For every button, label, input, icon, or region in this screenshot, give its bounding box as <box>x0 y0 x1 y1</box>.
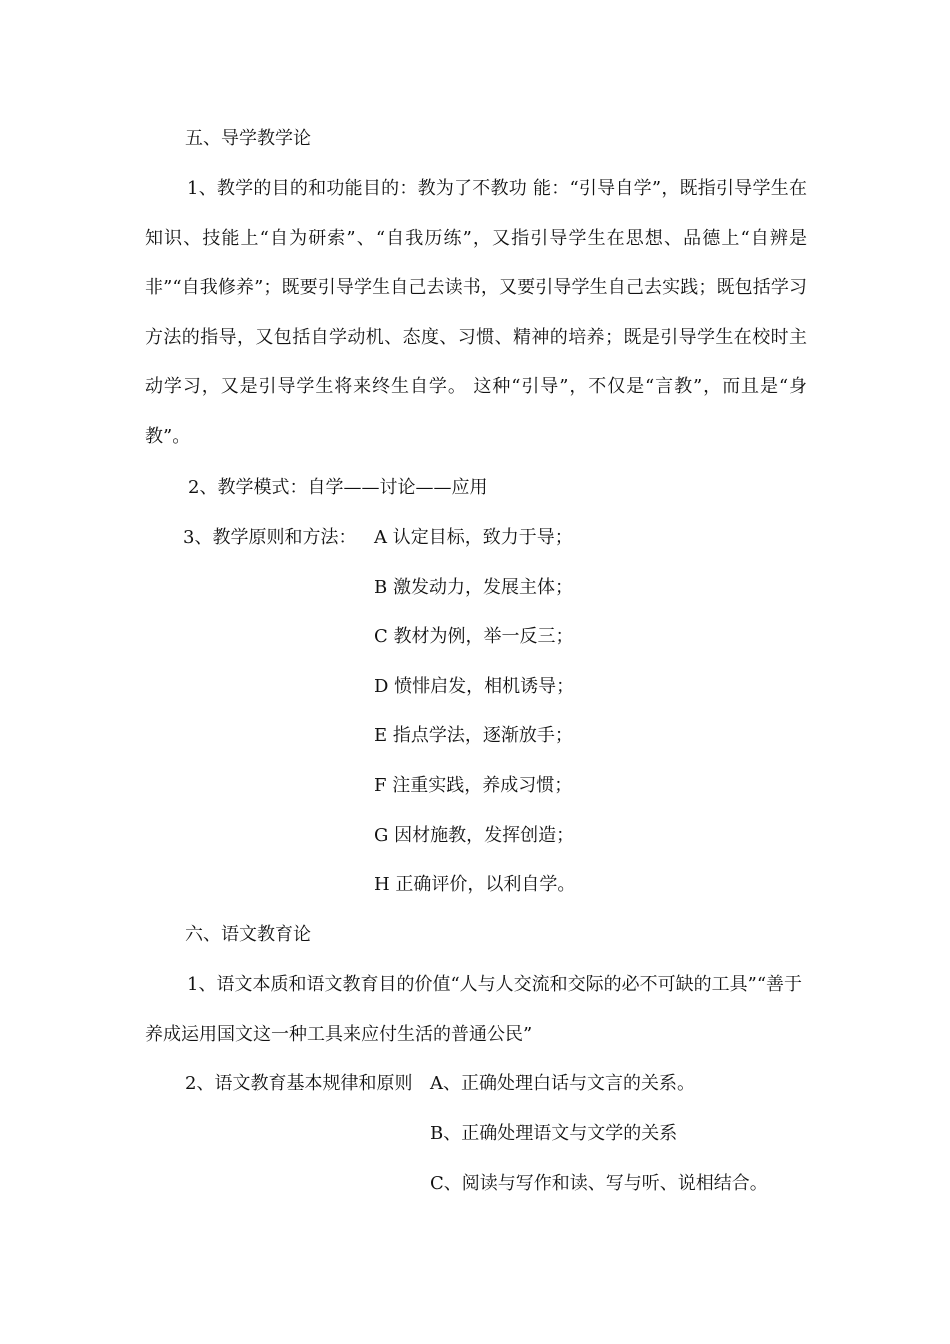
principle-h: H 正确评价，以利自学。 <box>374 874 576 895</box>
section-5-heading: 五、导学教学论 <box>185 128 311 149</box>
section-6-item-1-paragraph: 1、语文本质和语文教育目的价值“人与人交流和交际的必不可缺的工具”“善于养成运用国文这一种工具来应付生活的普通公民” <box>145 974 803 1045</box>
rule-c: C、阅读与写作和读、写与听、说相结合。 <box>430 1173 768 1194</box>
principle-f: F 注重实践，养成习惯； <box>374 775 573 796</box>
principle-b: B 激发动力，发展主体； <box>374 577 573 598</box>
rule-b: B、正确处理语文与文学的关系 <box>430 1123 678 1144</box>
section-6-heading: 六、语文教育论 <box>185 924 311 945</box>
section-5-item-3-label: 3、教学原则和方法： <box>183 527 357 548</box>
section-6-item-2-label: 2、语文教育基本规律和原则 <box>185 1073 413 1094</box>
principle-d: D 愤悱启发，相机诱导； <box>374 676 575 697</box>
principle-c: C 教材为例，举一反三； <box>374 626 574 647</box>
principle-g: G 因材施教，发挥创造； <box>374 825 575 846</box>
section-5-item-2: 2、教学模式：自学——讨论——应用 <box>188 477 488 498</box>
principle-a: A 认定目标，致力于导； <box>374 527 573 548</box>
section-5-item-1-paragraph: 1、教学的目的和功能目的：教为了不教功 能：“引导自学”，既指引导学生在知识、技能上“自为研索”、“自我历练”，又指引导学生在思想、品德上“自辨是非”“自我修养”；既要引导学生自己去读书，又要引导学生自己去实践；既包括学习方法的指导，又包括自学动机、态度、习惯、精神的培养；既是引导学生在校时主动学习，又是引导学生将来终生自学。 这种“引导”，不仅是“言教”，而且是“身教”。 <box>145 178 807 447</box>
rule-a: A、正确处理白话与文言的关系。 <box>430 1073 695 1094</box>
principle-e: E 指点学法，逐渐放手； <box>374 725 573 746</box>
